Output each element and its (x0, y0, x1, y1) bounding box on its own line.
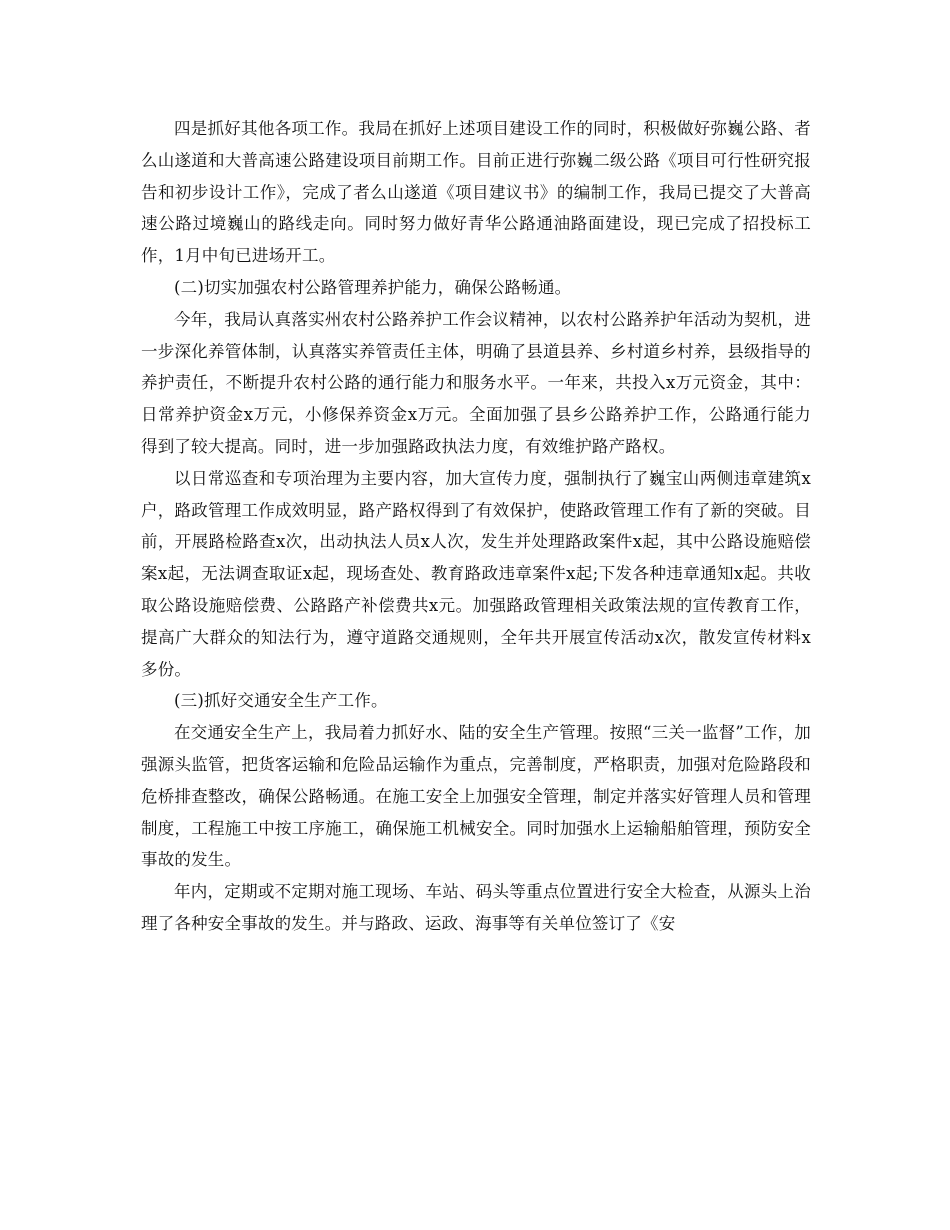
document-body (141, 113, 811, 940)
section-heading-rural-road-maintenance: (二)切实加强农村公路管理养护能力，确保公路畅通。 (174, 277, 572, 297)
paragraph-safety-management: 在交通安全生产上，我局着力抓好水、陆的安全生产管理。按照“三关一监督”工作，加强源头监管，把货客运输和危险品运输作为重点，完善制度，严格职责，加强对危险路段和危桥排查整改，确保公路畅通。在施工安全上加强安全管理，制定并落实好管理人员和管理制度，工程施工中按工序施工，确保施工机械安全。同时加强水上运输船舶管理，预防安全事故的发生。 (141, 723, 811, 870)
paragraph-rural-road-maintenance: 今年，我局认真落实州农村公路养护工作会议精神，以农村公路养护年活动为契机，进一步深化养管体制，认真落实养管责任主体，明确了县道县养、乡村道乡村养，县级指导的养护责任，不断提升农村公路的通行能力和服务水平。一年来，共投入x万元资金，其中：日常养护资金x万元，小修保养资金x万元。全面加强了县乡公路养护工作，公路通行能力得到了较大提高。同时，进一步加强路政执法力度，有效维护路产路权。 (141, 309, 811, 456)
paragraph-safety-inspection: 年内，定期或不定期对施工现场、车站、码头等重点位置进行安全大检查，从源头上治理了各种安全事故的发生。并与路政、运政、海事等有关单位签订了《安 (141, 882, 811, 933)
paragraph-road-administration: 以日常巡查和专项治理为主要内容，加大宣传力度，强制执行了巍宝山两侧违章建筑x户，路政管理工作成效明显，路产路权得到了有效保护，使路政管理工作有了新的突破。目前，开展路检路查x次，出动执法人员x人次，发生并处理路政案件x起，其中公路设施赔偿案x起，无法调查取证x起，现场查处、教育路政违章案件x起;下发各种违章通知x起。共收取公路设施赔偿费、公路路产补偿费共x元。加强路政管理相关政策法规的宣传教育工作，提高广大群众的知法行为，遵守道路交通规则，全年共开展宣传活动x次，散发宣传材料x多份。 (141, 468, 811, 679)
section-heading-traffic-safety: (三)抓好交通安全生产工作。 (174, 691, 388, 711)
paragraph-other-work: 四是抓好其他各项工作。我局在抓好上述项目建设工作的同时，积极做好弥巍公路、者么山遂道和大普高速公路建设项目前期工作。目前正进行弥巍二级公路《项目可行性研究报告和初步设计工作》，完成了者么山遂道《项目建议书》的编制工作，我局已提交了大普高速公路过境巍山的路线走向。同时努力做好青华公路通油路面建设，现已完成了招投标工作，1月中旬已进场开工。 (141, 119, 811, 266)
